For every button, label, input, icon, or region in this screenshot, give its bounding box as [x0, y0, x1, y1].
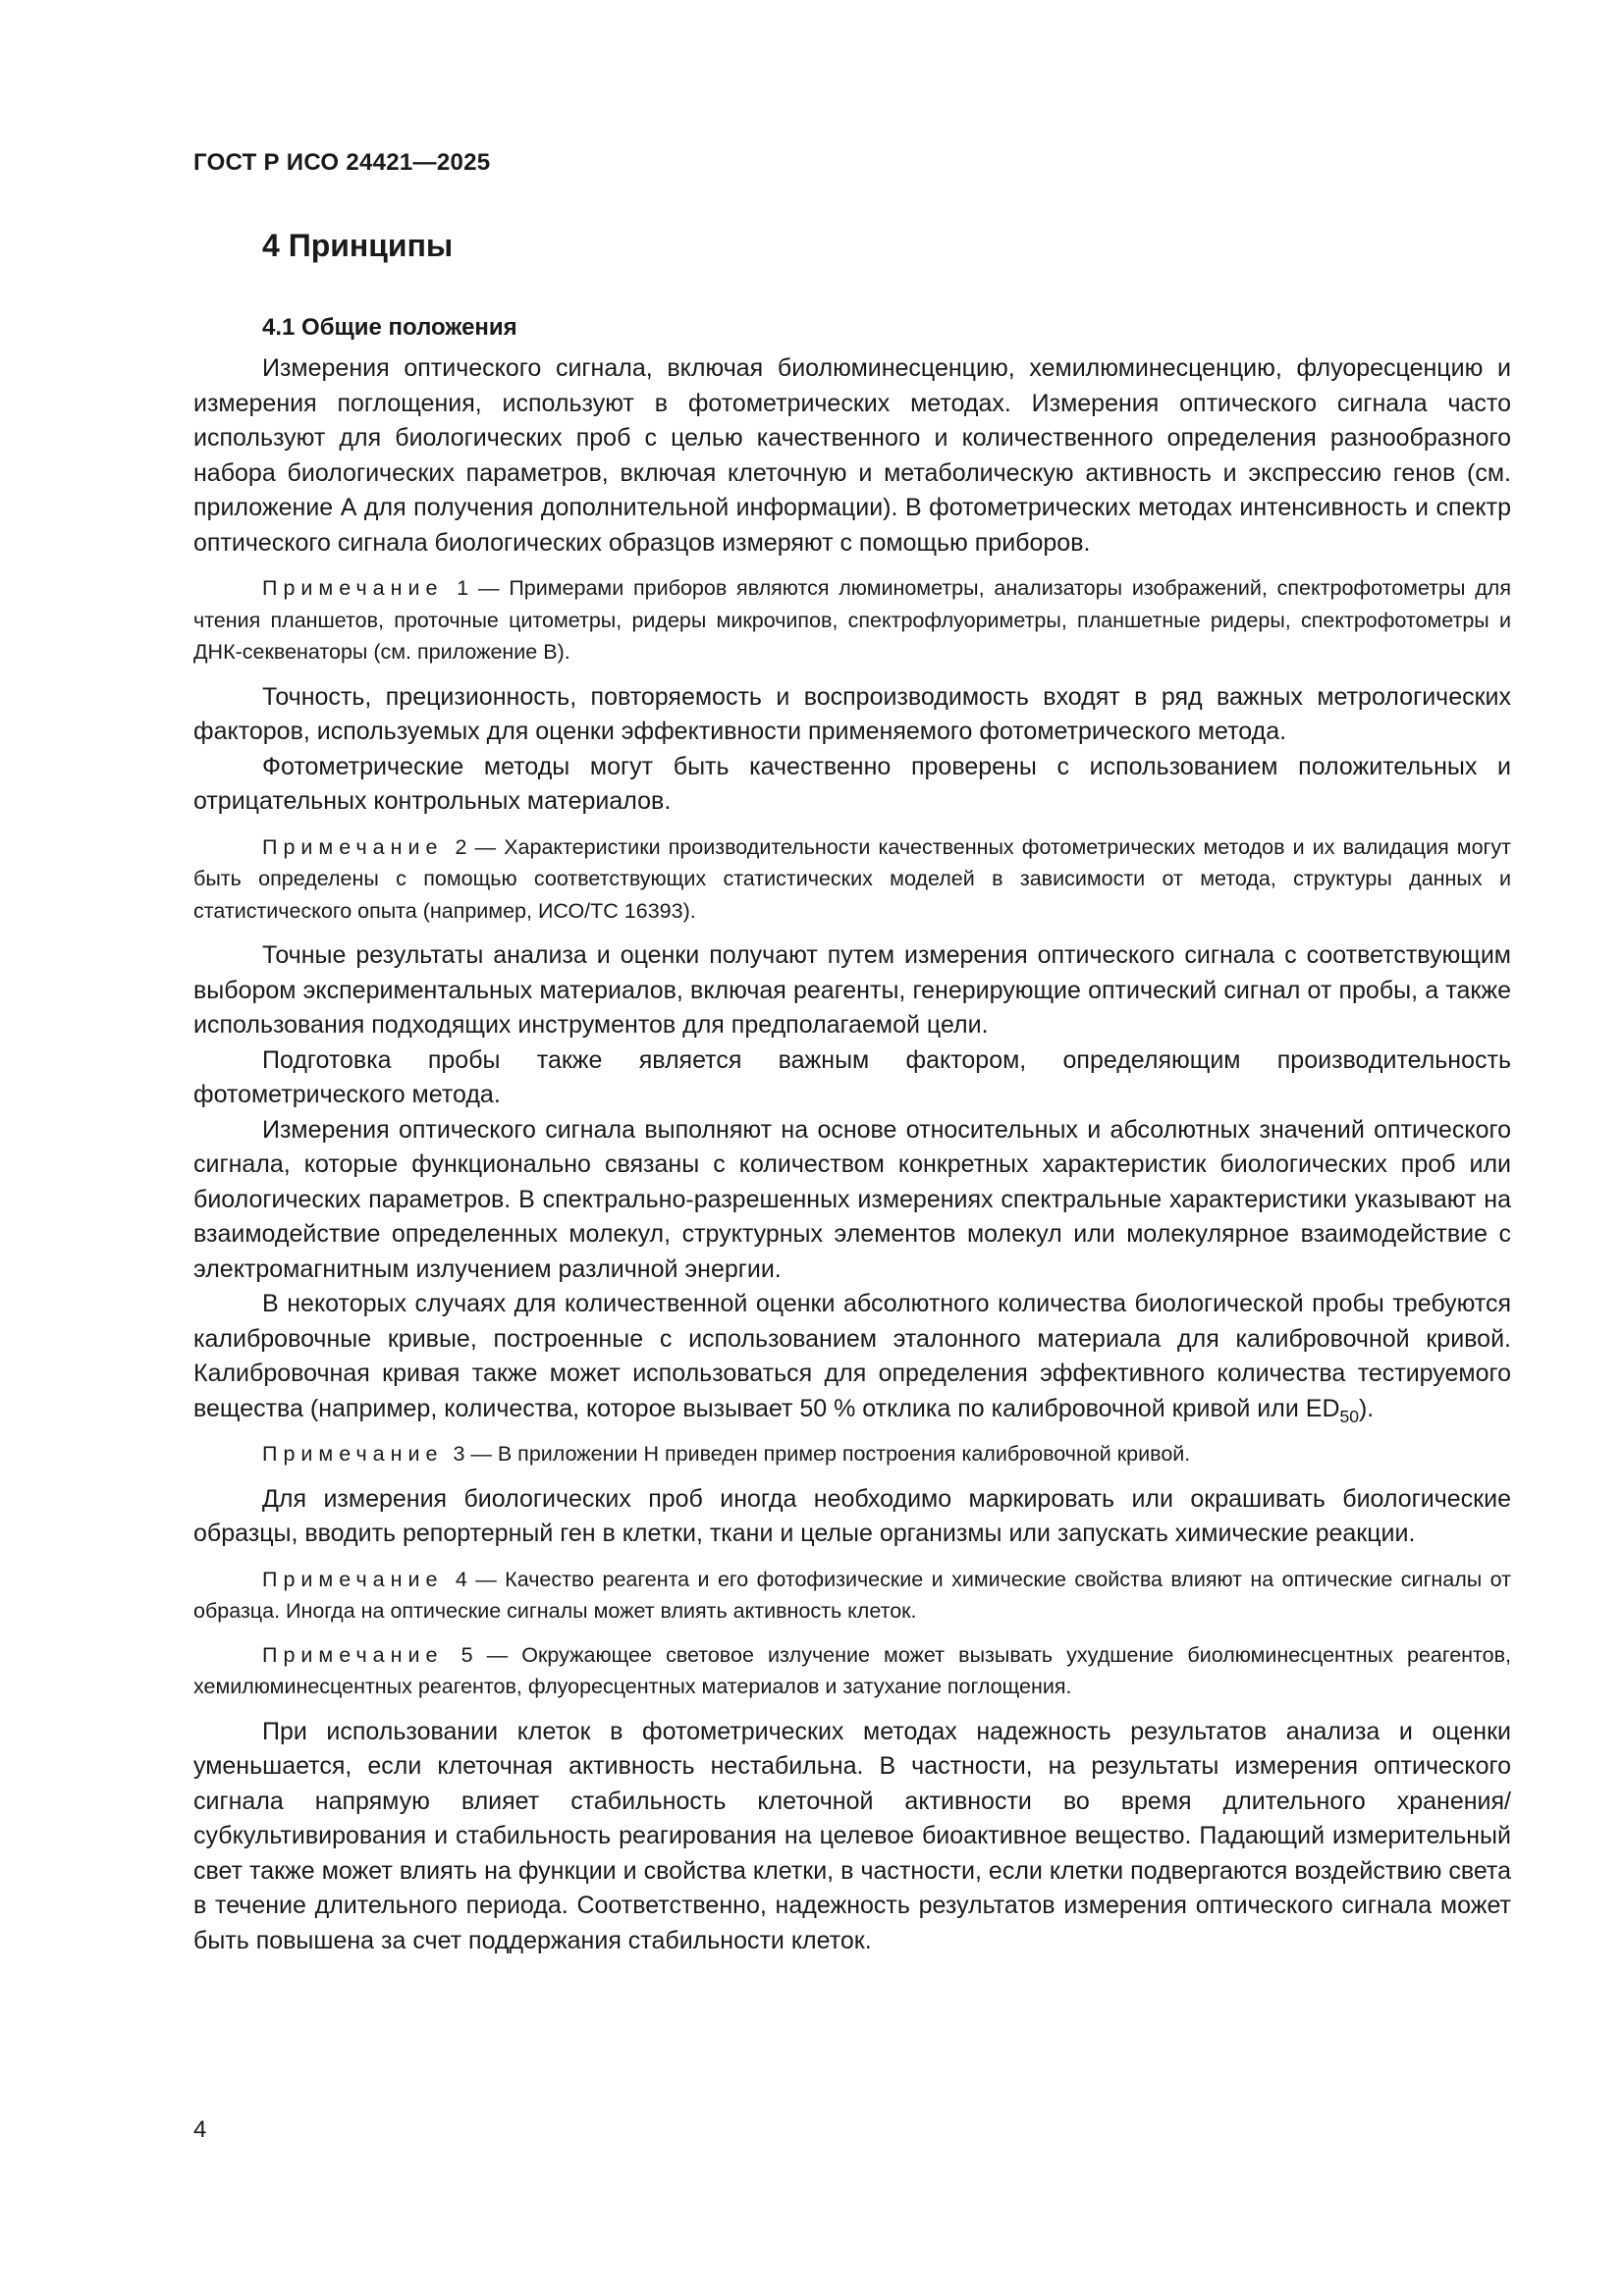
paragraph-7 — [193, 1287, 1511, 1426]
paragraph-6: Измерения оптического сигнала выполняют на основе относительных и абсолютных значений оптического сигнала, которые функционально связаны с количеством конкретных характеристик биологических проб или биологических параметров. В спектрально-разрешенных измерениях спектральные характеристики указывают на взаимодействие определенных молекул, структурных элементов молекул или молекулярное взаимодействие с электромагнитным излучением различной энергии. — [193, 1115, 1511, 1283]
paragraph-5: Подготовка пробы также является важным фактором, определяющим производительность фотометрического метода. — [193, 1045, 1511, 1108]
note-text: — В приложении Н приведен пример построения калибровочной кривой. — [470, 1442, 1191, 1466]
page-number: 4 — [193, 2116, 207, 2143]
note-text: — Характеристики производительности качественных фотометрических методов и их валидация могут быть определены с помощью соответствующих статистических моделей в зависимости от метода, структуры данных и статистического опыта (например, ИСО/ТС 16393). — [193, 834, 1511, 923]
paragraph-3: Фотометрические методы могут быть качественно проверены с использованием положительных и отрицательных контрольных материалов. — [193, 752, 1511, 815]
document-body — [193, 218, 1511, 1958]
note-5 — [193, 1639, 1511, 1703]
note-label: Примечание — [262, 1442, 444, 1466]
note-1 — [193, 572, 1511, 668]
subscript-50: 50 — [1339, 1406, 1359, 1426]
paragraph-8: Для измерения биологических проб иногда необходимо маркировать или окрашивать биологические образцы, вводить репортерный ген в клетки, ткани и целые организмы или запускать химические реакции. — [193, 1484, 1511, 1547]
note-label: Примечание — [262, 576, 444, 600]
paragraph-2: Точность, прецизионность, повторяемость и воспроизводимость входят в ряд важных метрологических факторов, используемых для оценки эффективности применяемого фотометрического метода. — [193, 682, 1511, 745]
paragraph-9: При использовании клеток в фотометрических методах надежность результатов анализа и оценки уменьшается, если клеточная активность нестабильна. В частности, на результаты измерения оптического сигнала напрямую влияет стабильность клеточной активности во время длительного хранения/субкультивирования и стабильность реагирования на целевое биоактивное вещество. Падающий измерительный свет также может влиять на функции и свойства клетки, в частности, если клетки подвергаются воздействию света в течение длительного периода. Соответственно, надежность результатов измерения оптического сигнала может быть повышена за счет поддержания стабильности клеток. — [193, 1717, 1511, 1954]
paragraph-1: Измерения оптического сигнала, включая биолюминесценцию, хемилюминесценцию, флуоресценцию и измерения поглощения, используют в фотометрических методах. Измерения оптического сигнала часто используют для биологических проб с целью качественного и количественного определения разнообразного набора биологических параметров, включая клеточную и метаболическую активность и экспрессию генов (см. приложение А для получения дополнительной информации). В фотометрических методах интенсивность и спектр оптического сигнала биологических образцов измеряют с помощью приборов. — [193, 354, 1511, 557]
note-number: 4 — [455, 1567, 467, 1591]
note-label: Примечание — [262, 834, 444, 859]
note-label: Примечание — [262, 1567, 444, 1591]
note-number: 5 — [460, 1642, 473, 1667]
note-number: 1 — [457, 576, 469, 600]
paragraph-7-end: ). — [1358, 1394, 1375, 1422]
paragraph-7-text: В некоторых случаях для количественной оценки абсолютного количества биологической пробы требуются калибровочные кривые, построенные с использованием эталонного материала для калибровочной кривой. Калибровочная кривая также может использоваться для определения эффективного количества тестируемого вещества (например, количества, которое вызывает 50 % отклика по калибровочной кривой или ED — [193, 1290, 1511, 1422]
note-4 — [193, 1564, 1511, 1628]
note-3 — [193, 1438, 1511, 1470]
note-number: 3 — [453, 1442, 465, 1466]
document-standard-header: ГОСТ Р ИСО 24421—2025 — [193, 149, 491, 176]
note-label: Примечание — [262, 1642, 444, 1667]
note-text: — Окружающее световое излучение может вызывать ухудшение биолюминесцентных реагентов, хемилюминесцентных реагентов, флуоресцентных материалов и затухание поглощения. — [193, 1642, 1511, 1698]
section-title: 4 Принципы — [262, 228, 454, 263]
note-2 — [193, 831, 1511, 928]
paragraph-4: Точные результаты анализа и оценки получают путем измерения оптического сигнала с соответствующим выбором экспериментальных материалов, включая реагенты, генерирующие оптический сигнал от пробы, а также использования подходящих инструментов для предполагаемой цели. — [193, 941, 1511, 1039]
note-text: — Качество реагента и его фотофизические и химические свойства влияют на оптические сигналы от образца. Иногда на оптические сигналы может влиять активность клеток. — [193, 1567, 1511, 1623]
note-number: 2 — [455, 834, 467, 859]
subsection-title: 4.1 Общие положения — [262, 314, 517, 341]
note-text: — Примерами приборов являются люминометры, анализаторы изображений, спектрофотометры для чтения планшетов, проточные цитометры, ридеры микрочипов, спектрофлуориметры, планшетные ридеры, спектрофотометры и ДНК-секвенаторы (см. приложение В). — [193, 576, 1511, 664]
